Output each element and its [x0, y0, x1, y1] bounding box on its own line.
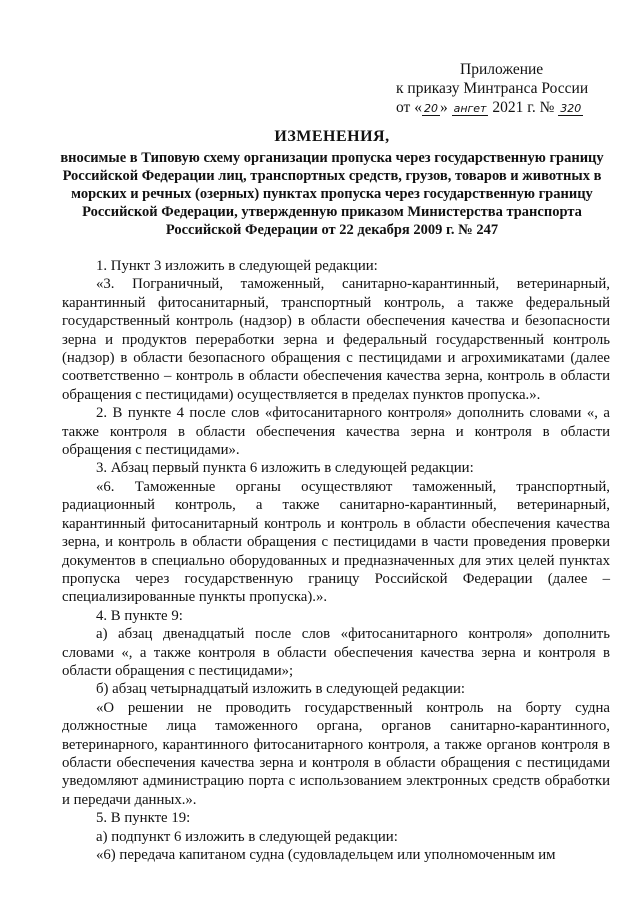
handwritten-number: 320	[560, 102, 582, 115]
paragraph-3: 2. В пункте 4 после слов «фитосанитарного контроля» дополнить словами «, а также контроля в области обеспечения качества зерна и контроля в области обращения с пестицидами».	[62, 405, 610, 459]
paragraph-2: «3. Пограничный, таможенный, санитарно-карантинный, ветеринарный, карантинный фитосанитарный, транспортный контроль, а также федеральный государственный контроль (надзор) в области обеспечения качества и безопасности зерна и продуктов переработки зерна и федеральный государственный контроль (надзор) в области безопасного обращения с пестицидами и агрохимикатами (далее соответственно – контроль в области обеспечения качества зерна, контроль в области обращения с пестицидами) осуществляется в пределах пунктов пропуска.».	[62, 276, 610, 403]
paragraph-7: а) абзац двенадцатый после слов «фитосанитарного контроля» дополнить словами «, а также контроля в области обеспечения качества зерна и контроля в области обращения с пестицидами»;	[62, 626, 610, 679]
document-heading	[56, 128, 608, 239]
document-body	[62, 257, 610, 864]
paragraph-6: 4. В пункте 9:	[96, 607, 183, 624]
paragraph-9: «О решении не проводить государственный контроль на борту судна должностные лица таможенного органа, органов санитарно-карантинного, ветеринарного, карантинного фитосанитарного контроля, а также органов контроля в области обеспечения качества зерна и контроля в области обращения с пестицидами уведомляют администрацию порта с использованием электронных средств обработки и передачи данных.».	[62, 699, 610, 808]
handwritten-month: ангет	[453, 102, 487, 115]
date-year: 2021 г. №	[492, 99, 555, 116]
paragraph-8: б) абзац четырнадцатый изложить в следующей редакции:	[96, 681, 465, 698]
appendix-date-line	[396, 98, 616, 118]
paragraph-12: «6) передача капитаном судна (судовладельцем или уполномоченным им	[96, 847, 556, 863]
heading-subtitle: вносимые в Типовую схему организации пропуска через государственную границу Российской Федерации лиц, транспортных средств, грузов, товаров и животных в морских и речных (озерных) пунктах пропуска через государственную границу Российской Федерации, утвержденную приказом Министерства транспорта Российской Федерации от 22 декабря 2009 г. № 247	[60, 150, 604, 238]
date-mid: »	[439, 99, 448, 116]
heading-title: ИЗМЕНЕНИЯ,	[274, 128, 390, 145]
paragraph-11: а) подпункт 6 изложить в следующей редакции:	[96, 828, 398, 845]
appendix-order-ref: к приказу Минтранса России	[396, 80, 589, 97]
paragraph-10: 5. В пункте 19:	[96, 810, 191, 827]
appendix-block	[396, 60, 616, 118]
appendix-title: Приложение	[460, 61, 544, 78]
date-prefix: от «	[396, 99, 422, 116]
paragraph-5: «6. Таможенные органы осуществляют таможенный, транспортный, радиационный контроль, а также санитарно-карантинный, ветеринарный, карантинный фитосанитарный контроль и контроль в области обеспечения качества зерна, и контроль в области обращения с пестицидами в части проведения проверки документов в специально оборудованных и предназначенных для этих целей пунктах пропуска через государственную границу Российской Федерации (далее – специализированные пункты пропуска).».	[62, 478, 610, 606]
paragraph-1: 1. Пункт 3 изложить в следующей редакции:	[96, 258, 378, 274]
paragraph-4: 3. Абзац первый пункта 6 изложить в следующей редакции:	[96, 460, 474, 477]
handwritten-day: 20	[423, 102, 438, 115]
